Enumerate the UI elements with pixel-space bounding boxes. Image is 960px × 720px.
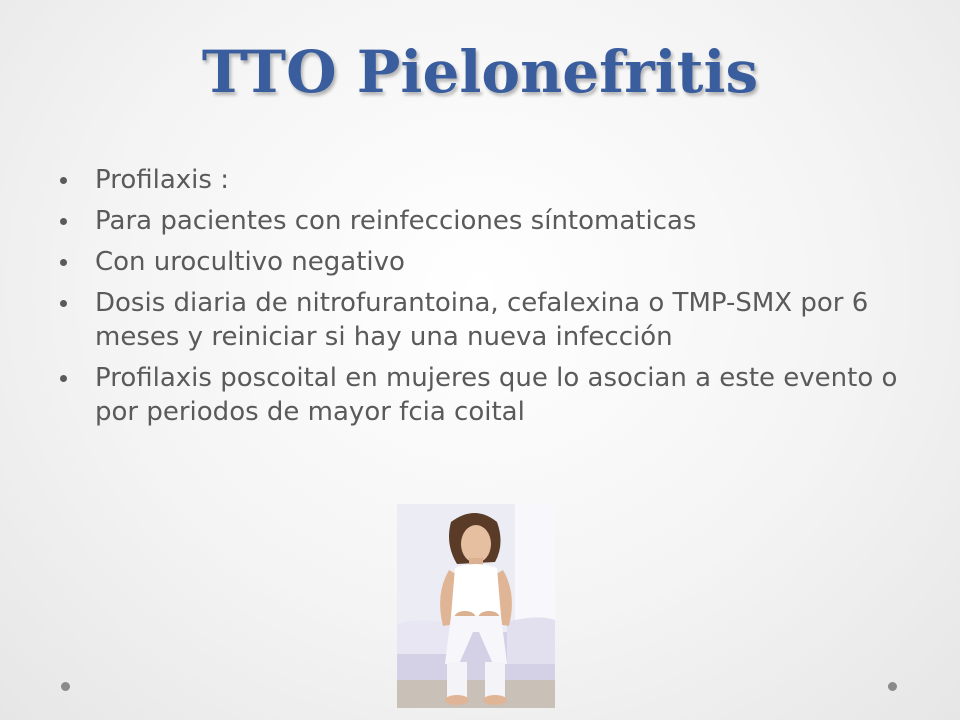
bullet-item [60, 245, 910, 279]
bullet-dot-icon [60, 259, 67, 266]
decorative-dot [888, 682, 897, 691]
photo-illustration [397, 504, 555, 708]
bullet-item [60, 286, 910, 354]
decorative-dot [61, 682, 70, 691]
bullet-text: Con urocultivo negativo [95, 247, 405, 277]
bullet-dot-icon [60, 300, 67, 307]
bullet-list [60, 163, 910, 436]
bullet-text: Dosis diaria de nitrofurantoina, cefalexina o TMP-SMX por 6 meses y reiniciar si hay una nueva infección [95, 288, 869, 352]
bullet-dot-icon [60, 218, 67, 225]
bullet-text: Profilaxis poscoital en mujeres que lo asocian a este evento o por periodos de mayor fcia coital [95, 363, 898, 427]
bullet-text: Profilaxis : [95, 165, 229, 195]
slide-title: TTO Pielonefritis [201, 38, 759, 106]
woman-abdominal-pain-photo [397, 504, 555, 708]
bullet-dot-icon [60, 177, 67, 184]
bullet-item [60, 361, 910, 429]
bullet-text: Para pacientes con reinfecciones síntomaticas [95, 206, 697, 236]
bullet-item [60, 163, 910, 197]
bullet-item [60, 204, 910, 238]
bullet-dot-icon [60, 375, 67, 382]
